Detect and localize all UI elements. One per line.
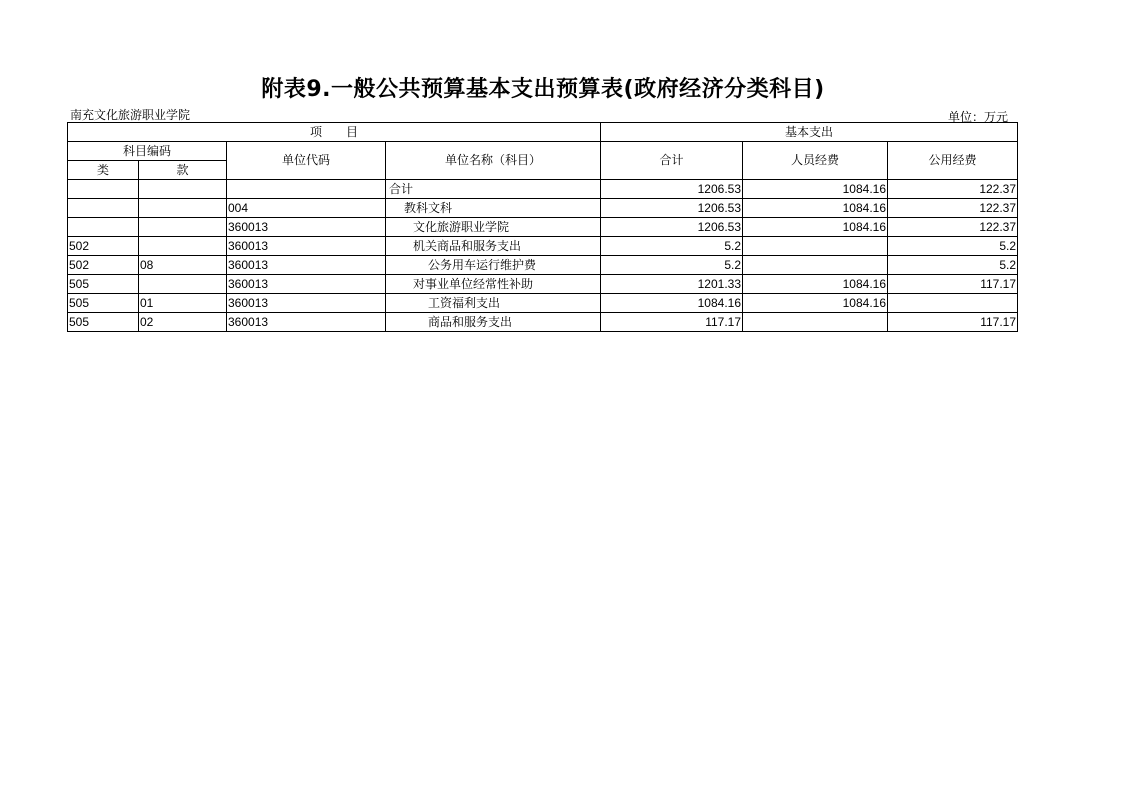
cell-total: 5.2 (601, 256, 743, 275)
cell-total: 1201.33 (601, 275, 743, 294)
cell-item (139, 218, 227, 237)
cell-unit-code: 360013 (227, 256, 386, 275)
cell-class: 505 (68, 294, 139, 313)
cell-public: 117.17 (888, 275, 1018, 294)
cell-total: 1206.53 (601, 180, 743, 199)
cell-unit-code: 360013 (227, 313, 386, 332)
header-total: 合计 (601, 142, 743, 180)
cell-personnel: 1084.16 (743, 275, 888, 294)
cell-unit-code: 004 (227, 199, 386, 218)
header-item: 款 (139, 161, 227, 180)
cell-name: 合计 (386, 180, 601, 199)
cell-name: 文化旅游职业学院 (386, 218, 601, 237)
cell-name: 教科文科 (386, 199, 601, 218)
cell-item: 01 (139, 294, 227, 313)
cell-class (68, 180, 139, 199)
table-row (68, 313, 1018, 332)
header-personnel: 人员经费 (743, 142, 888, 180)
header-project: 项 目 (68, 123, 601, 142)
cell-personnel: 1084.16 (743, 218, 888, 237)
header-row-2 (68, 142, 1018, 161)
cell-personnel: 1084.16 (743, 294, 888, 313)
table-row (68, 180, 1018, 199)
cell-item: 08 (139, 256, 227, 275)
organization-name: 南充文化旅游职业学院 (70, 108, 191, 122)
cell-unit-code: 360013 (227, 294, 386, 313)
cell-unit-code: 360013 (227, 275, 386, 294)
cell-item (139, 237, 227, 256)
cell-unit-code (227, 180, 386, 199)
unit-label: 单位：万元 (948, 110, 1009, 124)
cell-class: 505 (68, 313, 139, 332)
header-public: 公用经费 (888, 142, 1018, 180)
cell-item (139, 180, 227, 199)
cell-class: 505 (68, 275, 139, 294)
cell-public: 5.2 (888, 237, 1018, 256)
table-row (68, 199, 1018, 218)
cell-personnel: 1084.16 (743, 199, 888, 218)
header-row-1 (68, 123, 1018, 142)
header-subject-code: 科目编码 (68, 142, 227, 161)
table-row (68, 256, 1018, 275)
header-unit-code: 单位代码 (227, 142, 386, 180)
cell-personnel (743, 313, 888, 332)
cell-name: 工资福利支出 (386, 294, 601, 313)
header-unit-name: 单位名称（科目） (386, 142, 601, 180)
table-row (68, 237, 1018, 256)
cell-public: 122.37 (888, 218, 1018, 237)
cell-name: 公务用车运行维护费 (386, 256, 601, 275)
cell-class (68, 199, 139, 218)
cell-public: 5.2 (888, 256, 1018, 275)
cell-total: 1206.53 (601, 199, 743, 218)
cell-unit-code: 360013 (227, 218, 386, 237)
header-class: 类 (68, 161, 139, 180)
cell-total: 5.2 (601, 237, 743, 256)
cell-item: 02 (139, 313, 227, 332)
page-title: 附表9.一般公共预算基本支出预算表(政府经济分类科目) (261, 77, 825, 102)
cell-class (68, 218, 139, 237)
cell-public: 122.37 (888, 180, 1018, 199)
cell-personnel (743, 237, 888, 256)
cell-unit-code: 360013 (227, 237, 386, 256)
cell-personnel (743, 256, 888, 275)
cell-personnel: 1084.16 (743, 180, 888, 199)
cell-item (139, 199, 227, 218)
table-row (68, 275, 1018, 294)
table-row (68, 294, 1018, 313)
cell-item (139, 275, 227, 294)
table-row (68, 218, 1018, 237)
cell-total: 1206.53 (601, 218, 743, 237)
cell-name: 机关商品和服务支出 (386, 237, 601, 256)
cell-total: 117.17 (601, 313, 743, 332)
cell-public: 122.37 (888, 199, 1018, 218)
cell-public (888, 294, 1018, 313)
cell-class: 502 (68, 256, 139, 275)
budget-table (67, 122, 1018, 332)
header-basic-expense: 基本支出 (601, 123, 1018, 142)
cell-name: 对事业单位经常性补助 (386, 275, 601, 294)
cell-class: 502 (68, 237, 139, 256)
cell-total: 1084.16 (601, 294, 743, 313)
cell-public: 117.17 (888, 313, 1018, 332)
cell-name: 商品和服务支出 (386, 313, 601, 332)
